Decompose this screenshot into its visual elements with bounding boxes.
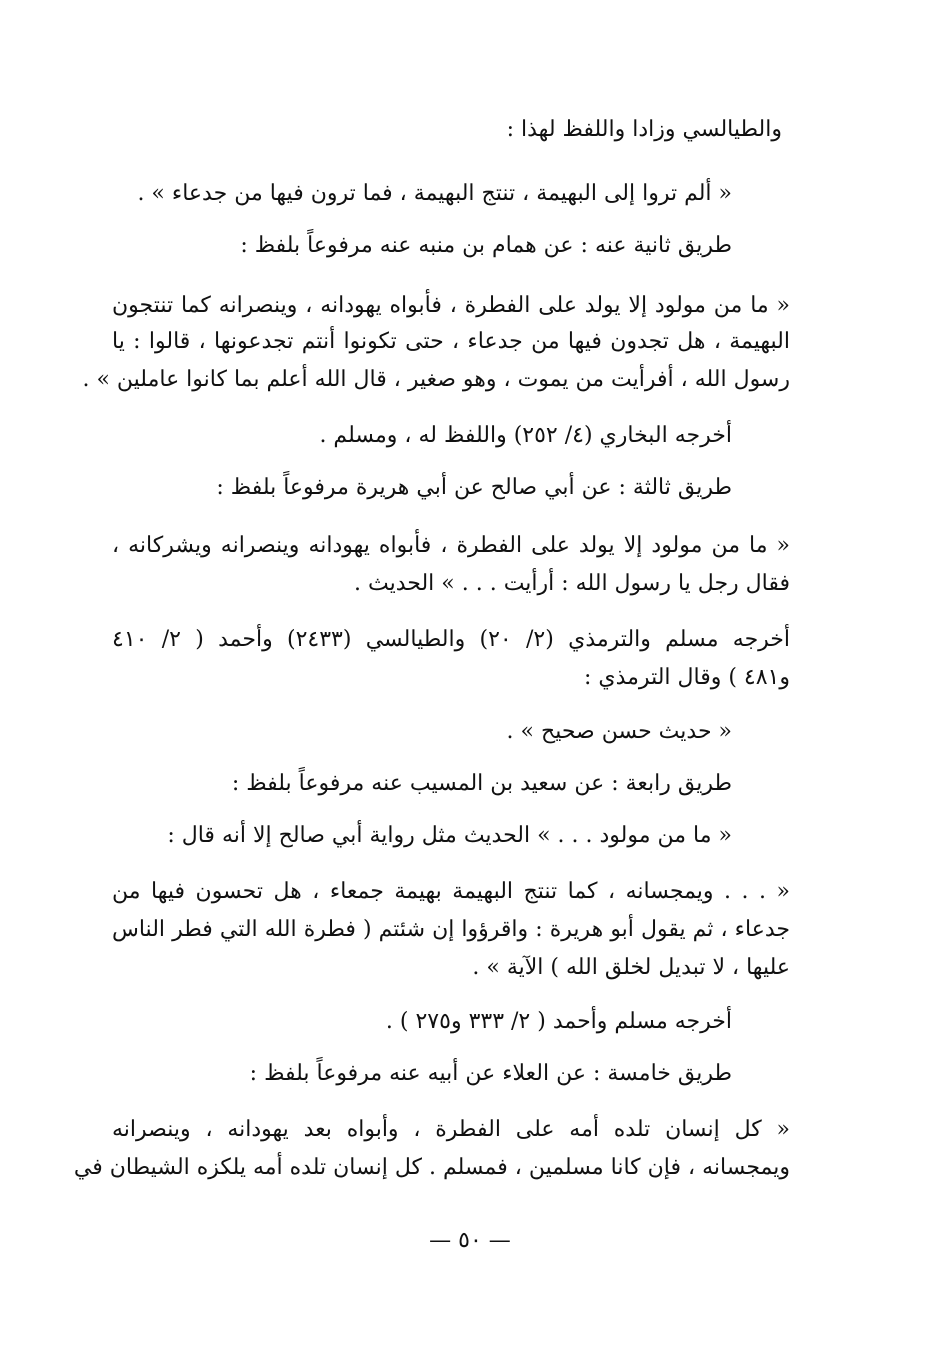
- text-line-8: طريق ثالثة : عن أبي صالح عن أبي هريرة مرفوعاً بلفظ :: [216, 475, 732, 500]
- text-line-9: « ما من مولود إلا يولد على الفطرة ، فأبواه يهودانه وينصرانه ويشركانه ،: [112, 533, 790, 558]
- text-line-19: أخرجه مسلم وأحمد ( ٢/ ٣٣٣ و٢٧٥ ) .: [385, 1009, 732, 1034]
- text-line-20: طريق خامسة : عن العلاء عن أبيه عنه مرفوعاً بلفظ :: [249, 1061, 732, 1086]
- text-line-14: طريق رابعة : عن سعيد بن المسيب عنه مرفوعاً بلفظ :: [231, 771, 732, 796]
- text-line-4: « ما من مولود إلا يولد على الفطرة ، فأبواه يهودانه ، وينصرانه كما تنتجون: [112, 293, 790, 318]
- text-line-6: رسول الله ، أفرأيت من يموت ، وهو صغير ، قال الله أعلم بما كانوا عاملين » .: [82, 367, 790, 392]
- text-line-16: « . . . ويمجسانه ، كما تنتج البهيمة بهيمة جمعاء ، هل تحسون فيها من: [112, 879, 790, 904]
- text-line-10: فقال رجل يا رسول الله : أرأيت . . . » الحديث .: [354, 571, 790, 596]
- text-line-7: أخرجه البخاري (٤/ ٢٥٢) واللفظ له ، ومسلم .: [319, 423, 732, 448]
- text-line-5: البهيمة ، هل تجدون فيها من جدعاء ، حتى تكونوا أنتم تجدعونها ، قالوا : يا: [112, 329, 790, 354]
- text-line-15: « ما من مولود . . . » الحديث مثل رواية أبي صالح إلا أنه قال :: [167, 823, 732, 848]
- text-line-18: عليها ، لا تبديل لخلق الله ) الآية » .: [472, 955, 790, 980]
- text-line-22: ويمجسانه ، فإن كانا مسلمين ، فمسلم . كل إنسان تلده أمه يلكزه الشيطان في: [73, 1155, 790, 1180]
- text-line-11: أخرجه مسلم والترمذي (٢/ ٢٠) والطيالسي (٢٤٣٣) وأحمد ( ٢/ ٤١٠: [112, 627, 791, 652]
- text-line-3: طريق ثانية عنه : عن همام بن منبه عنه مرفوعاً بلفظ :: [240, 233, 732, 258]
- page-number: — ٥٠ —: [429, 1228, 511, 1253]
- text-line-1: والطيالسي وزادا واللفظ لهذا :: [506, 117, 782, 142]
- text-line-2: « ألم تروا إلى البهيمة ، تنتج البهيمة ، فما ترون فيها من جدعاء » .: [137, 181, 732, 206]
- text-line-13: « حديث حسن صحيح » .: [506, 719, 732, 744]
- text-line-21: « كل إنسان تلده أمه على الفطرة ، وأبواه بعد يهودانه ، وينصرانه: [112, 1117, 790, 1142]
- text-line-12: و٤٨١ ) وقال الترمذي :: [583, 665, 790, 690]
- text-line-17: جدعاء ، ثم يقول أبو هريرة : واقرؤوا إن شئتم ( فطرة الله التي فطر الناس: [112, 917, 790, 942]
